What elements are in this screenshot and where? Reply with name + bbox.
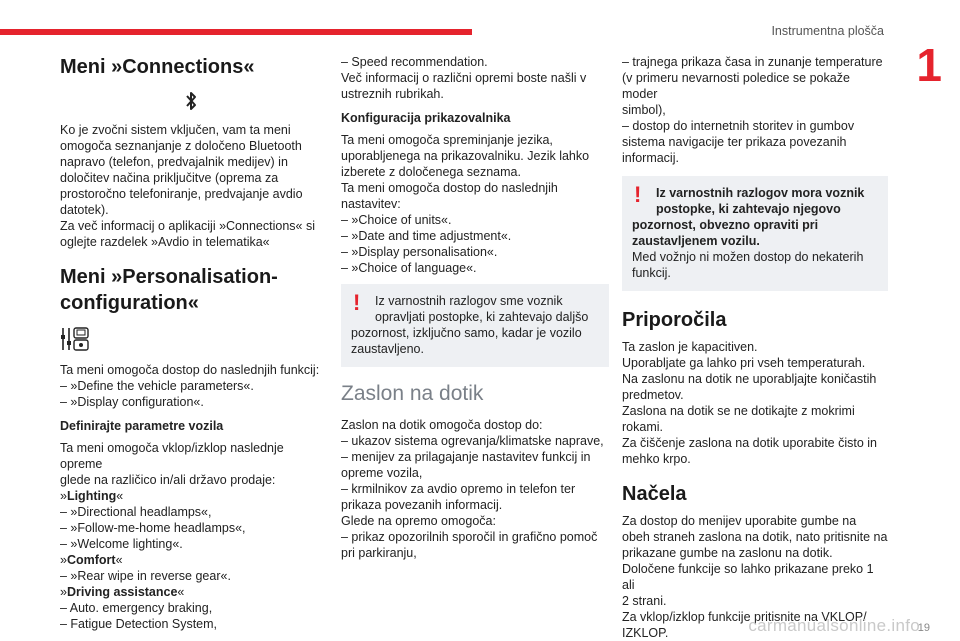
driving-assistance-items: – Auto. emergency braking, – Fatigue Detection System, xyxy=(60,601,218,631)
driving-assistance-label: Driving assistance xyxy=(66,585,178,599)
lighting-items: – »Directional headlamps«, – »Follow-me-home headlamps«, – »Welcome lighting«. xyxy=(60,505,246,551)
personalisation-icon xyxy=(60,326,322,356)
comfort-label: Comfort xyxy=(66,553,116,567)
paragraph-principles: Za dostop do menijev uporabite gumbe na obeh straneh zaslona na dotik, nato pritisnite na prikazane gumbe na zaslonu na dotik. Določene funkcije so lahko prikazane preko 1 ali 2 strani. Za vklop/izklop funkcije pritisnite na VKLOP/ IZKLOP. xyxy=(622,514,888,640)
header-accent-bar xyxy=(0,29,472,35)
lighting-group xyxy=(60,488,322,552)
warning-bold-text: Iz varnostnih razlogov mora voznik postopke, ki zahtevajo njegovo xyxy=(656,186,865,216)
watermark: carmanualsonline.info xyxy=(748,616,920,635)
warning-normal-text: Med vožnjo ni možen dostop do nekaterih funkcij. xyxy=(632,250,864,280)
lighting-label: Lighting xyxy=(66,489,117,503)
paragraph-personalisation-intro: Ta meni omogoča dostop do naslednjih funkcij: – »Define the vehicle parameters«. – »Display configuration«. xyxy=(60,363,320,409)
paragraph-touch-screen: Zaslon na dotik omogoča dostop do: – ukazov sistema ogrevanja/klimatske naprave, – menijev za prilagajanje nastavitev funkcij in opreme vozila, – krmilnikov za avdio opremo in telefon ter prikaza povezanih informacij. Glede na opremo omogoča: – prikaz opozorilnih sporočil in grafično pomoč pri parkiranju, xyxy=(341,418,604,560)
driving-assistance-group xyxy=(60,584,322,632)
paragraph-connections: Ko je zvočni sistem vključen, vam ta meni omogoča seznanjanje z določeno Bluetooth napravo (telefon, predvajalnik medijev) in določitev načina priključitve (oprema za prostoročno telefoniranje, predvajanje avdio datotek). Za več informacij o aplikaciji »Connections« si oglejte razdelek »Avdio in telematika« xyxy=(60,123,315,249)
driving-quote-close: « xyxy=(177,585,185,599)
heading-display-configuration: Konfiguracija prikazovalnika xyxy=(341,111,511,125)
warning-icon: ! xyxy=(634,182,642,207)
heading-connections: Meni »Connections« xyxy=(60,56,255,78)
chapter-number: 1 xyxy=(916,39,942,91)
paragraph-define-parameters: Ta meni omogoča vklop/izklop naslednje opreme glede na različico in/ali državo prodaje: xyxy=(60,441,284,487)
warning-bold-text-continued: pozornost, obvezno opraviti pri zaustavljenem vozilu. xyxy=(632,218,819,248)
paragraph-recommendations: Ta zaslon je kapacitiven. Uporabljate ga lahko pri vseh temperaturah. Na zaslonu na dotik ne uporabljajte koničastih predmetov. Zaslona na dotik se ne dotikajte z mokrimi rokami. Za čiščenje zaslona na dotik uporabite čisto in mehko krpo. xyxy=(622,340,878,466)
paragraph-display-configuration: Ta meni omogoča spreminjanje jezika, uporabljenega na prikazovalniku. Jezik lahko izberete z določenega seznama. Ta meni omogoča dostop do naslednjih nastavitev: – »Choice of units«. – »Date and time adjustment«. – »Display personalisation«. – »Choice of language«. xyxy=(341,133,590,275)
bluetooth-icon xyxy=(60,90,322,116)
heading-define-parameters: Definirajte parametre vozila xyxy=(60,419,224,433)
lighting-quote-close: « xyxy=(116,489,124,503)
comfort-quote-close: « xyxy=(115,553,123,567)
column-1 xyxy=(60,54,322,632)
paragraph-speed-recommendation: – Speed recommendation. Več informacij o različni opremi boste našli v ustreznih rubrikah. xyxy=(341,55,587,101)
paragraph-time-temperature: – trajnega prikaza časa in zunanje temperature (v primeru nevarnosti poledice se pokaže moder simbol), – dostop do internetnih storitev in gumbov sistema navigacije ter prikaza povezanih informacij. xyxy=(622,55,883,165)
warning-text-continued: pozornost, izključno samo, kadar je vozilo zaustavljeno. xyxy=(351,326,582,356)
heading-touch-screen: Zaslon na dotik xyxy=(341,382,484,405)
driving-quote-open: » xyxy=(60,585,67,599)
column-3 xyxy=(622,54,888,641)
column-2 xyxy=(341,54,609,561)
comfort-group xyxy=(60,552,322,584)
page-number: 19 xyxy=(917,622,930,634)
warning-box-driver xyxy=(622,176,888,291)
warning-text: Iz varnostnih razlogov sme voznik opravljati postopke, ki zahtevajo daljšo xyxy=(375,294,589,324)
heading-personalisation: Meni »Personalisation- configuration« xyxy=(60,266,278,314)
warning-icon: ! xyxy=(353,290,361,315)
comfort-items: – »Rear wipe in reverse gear«. xyxy=(60,569,231,583)
heading-principles: Načela xyxy=(622,483,687,505)
warning-box-safety xyxy=(341,284,609,367)
heading-recommendations: Priporočila xyxy=(622,309,727,331)
comfort-quote-open: » xyxy=(60,553,67,567)
section-title: Instrumentna plošča xyxy=(771,24,884,38)
lighting-quote-open: » xyxy=(60,489,67,503)
